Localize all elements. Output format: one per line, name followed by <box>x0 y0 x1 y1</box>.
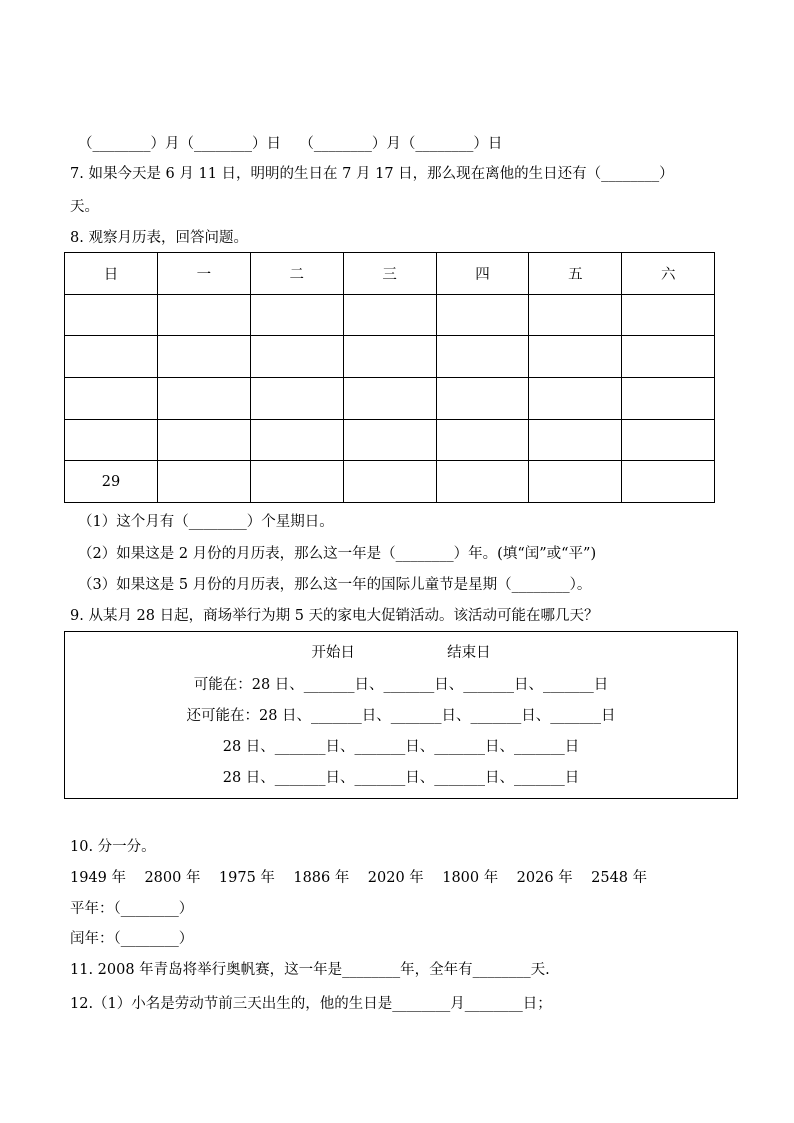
calendar-cell <box>250 461 343 503</box>
q8-sub-question-1: （1）这个月有（________）个星期日。 <box>78 514 334 530</box>
q9-box-header: 开始日 结束日 <box>311 645 491 661</box>
calendar-cell <box>65 378 158 420</box>
calendar-header-cell: 六 <box>622 253 715 295</box>
calendar-row <box>65 294 715 336</box>
q7-line-2: 天。 <box>70 199 99 215</box>
calendar-row <box>65 378 715 420</box>
q9-title: 9. 从某月 28 日起，商场举行为期 5 天的家电大促销活动。该活动可能在哪几天？ <box>70 608 599 624</box>
calendar-header-row <box>65 253 715 295</box>
calendar-cell <box>65 336 158 378</box>
q8-title: 8. 观察月历表，回答问题。 <box>70 230 248 246</box>
calendar-row <box>65 419 715 461</box>
q10-years: 1949 年 2800 年 1975 年 1886 年 2020 年 1800 年 2026 年 2548 年 <box>70 870 648 886</box>
calendar-row <box>65 336 715 378</box>
q10-common-year-answer: 平年：（________） <box>70 901 194 917</box>
q8-sub-question-3: （3）如果这是 5 月份的月历表，那么这一年的国际儿童节是星期（________）。 <box>78 577 592 593</box>
calendar-cell <box>157 336 250 378</box>
q10-leap-year-answer: 闰年：（________） <box>70 931 194 947</box>
calendar-cell <box>436 378 529 420</box>
calendar-cell <box>529 419 622 461</box>
calendar-cell <box>436 461 529 503</box>
q8-sub-question-2: （2）如果这是 2 月份的月历表，那么这一年是（________）年。(填“闰”或“平”) <box>78 546 597 562</box>
calendar-cell <box>157 294 250 336</box>
calendar-row <box>65 461 715 503</box>
calendar-cell <box>622 294 715 336</box>
calendar-cell <box>529 461 622 503</box>
q9-box-row-3: 28 日、_______日、_______日、_______日、_______日 <box>222 739 580 755</box>
calendar-header-cell: 一 <box>157 253 250 295</box>
calendar-cell <box>622 419 715 461</box>
calendar-cell <box>343 378 436 420</box>
calendar-cell <box>343 461 436 503</box>
calendar-header-cell: 四 <box>436 253 529 295</box>
calendar-cell <box>65 294 158 336</box>
q9-box-row-1: 可能在：28 日、_______日、_______日、_______日、_______日 <box>193 677 609 693</box>
q7-line-1: 7. 如果今天是 6 月 11 日，明明的生日在 7 月 17 日，那么现在离他的生日还有（________） <box>70 166 674 182</box>
calendar-cell <box>436 336 529 378</box>
q9-answer-box <box>64 631 738 799</box>
calendar-cell <box>157 461 250 503</box>
calendar-header-cell: 五 <box>529 253 622 295</box>
calendar-cell <box>250 294 343 336</box>
calendar-cell <box>529 378 622 420</box>
calendar-header-cell: 二 <box>250 253 343 295</box>
q11-line: 11. 2008 年青岛将举行奥帆赛，这一年是________年，全年有________天. <box>70 962 550 978</box>
calendar-cell <box>622 378 715 420</box>
calendar-cell <box>622 461 715 503</box>
calendar-cell <box>157 419 250 461</box>
q12-line: 12.（1）小名是劳动节前三天出生的，他的生日是________月________日； <box>70 996 552 1012</box>
calendar-cell <box>343 336 436 378</box>
calendar-cell <box>250 378 343 420</box>
calendar-cell <box>529 336 622 378</box>
calendar-cell-29: 29 <box>65 461 158 503</box>
q9-box-row-4: 28 日、_______日、_______日、_______日、_______日 <box>222 770 580 786</box>
calendar-cell <box>622 336 715 378</box>
q9-box-row-2: 还可能在：28 日、_______日、_______日、_______日、_______日 <box>186 708 616 724</box>
calendar-table <box>64 252 715 503</box>
calendar-cell <box>529 294 622 336</box>
calendar-header-cell: 日 <box>65 253 158 295</box>
calendar-cell <box>250 336 343 378</box>
calendar-cell <box>436 419 529 461</box>
calendar-cell <box>250 419 343 461</box>
calendar-header-cell: 三 <box>343 253 436 295</box>
q6-answer-line: （________）月（________）日 （________）月（________）日 <box>78 136 503 152</box>
calendar-cell <box>436 294 529 336</box>
calendar-cell <box>343 294 436 336</box>
calendar-cell <box>157 378 250 420</box>
q10-title: 10. 分一分。 <box>70 839 156 855</box>
calendar-cell <box>343 419 436 461</box>
calendar-cell <box>65 419 158 461</box>
